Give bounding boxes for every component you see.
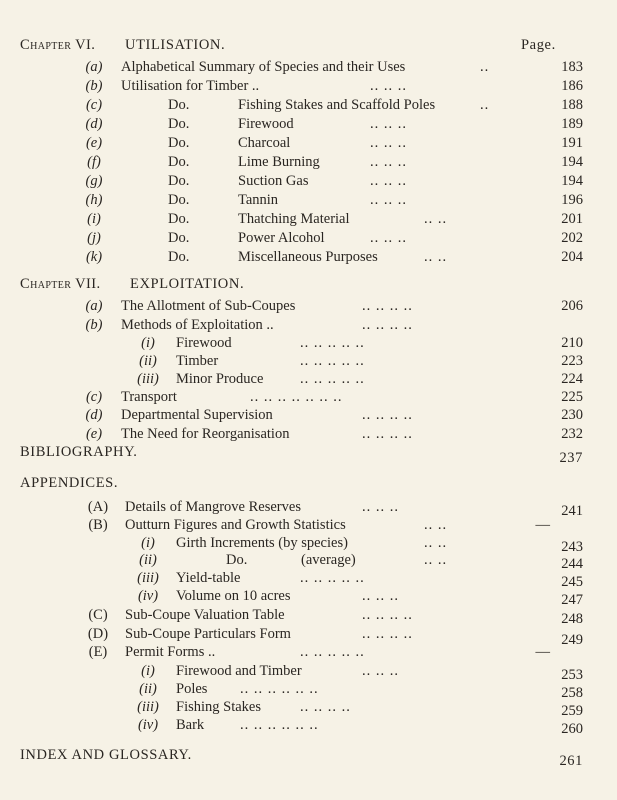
appendix-mark: (B) (88, 517, 108, 533)
entry-mark: (d) (85, 407, 103, 423)
page-number: 183 (561, 59, 583, 75)
entry-mark: (b) (85, 78, 103, 94)
subentry-title: Do. (226, 552, 248, 568)
toc-entry (0, 297, 617, 315)
appendix-subentry (0, 662, 617, 683)
toc-entry (0, 388, 617, 406)
appendices-title: APPENDICES. (20, 475, 119, 491)
entry-title: Transport (121, 389, 177, 405)
index-title: INDEX AND GLOSSARY. (20, 747, 192, 763)
entry-mark: (e) (85, 135, 103, 151)
dot-leaders: .. .. .. .. .. (300, 335, 365, 351)
toc-entry (0, 406, 617, 424)
appendix-title: Permit Forms .. (125, 644, 216, 660)
subentry-mark: (iv) (137, 717, 159, 733)
dot-leaders: .. .. (424, 211, 448, 227)
entry-mark: (h) (85, 192, 103, 208)
subentry-title: Firewood and Timber (176, 663, 302, 679)
index-entry (0, 746, 617, 769)
entry-title: Alphabetical Summary of Species and their Uses (121, 59, 406, 75)
toc-entry (0, 77, 617, 95)
entry-title: Methods of Exploitation .. (121, 317, 274, 333)
page-number: 223 (561, 353, 583, 369)
subentry-title: Firewood (176, 335, 232, 351)
dot-leaders: .. .. .. (370, 116, 407, 132)
dot-leaders: .. .. .. (362, 588, 399, 604)
appendix-entry (0, 625, 617, 648)
ditto: Do. (168, 230, 190, 246)
subentry-mark: (iii) (137, 699, 159, 715)
entry-title: Tannin (238, 192, 279, 208)
subentry-title: Fishing Stakes (176, 699, 261, 715)
toc-entry (0, 96, 617, 114)
page-number: 259 (561, 703, 583, 719)
subentry-mark: (ii) (139, 353, 157, 369)
toc-entry (0, 58, 617, 76)
chapter-7-heading (0, 275, 617, 293)
page-number: 224 (561, 371, 583, 387)
subentry-title: Timber (176, 353, 219, 369)
appendices-heading (0, 474, 617, 492)
entry-mark: (k) (85, 249, 103, 265)
page-dash: — (535, 517, 550, 533)
appendix-entry (0, 643, 617, 661)
subentry-title: Girth Increments (by species) (176, 535, 348, 551)
subentry-mark: (i) (141, 663, 155, 679)
page-number: 230 (561, 407, 583, 423)
appendix-entry (0, 606, 617, 627)
entry-title: The Allotment of Sub-Coupes (121, 298, 296, 314)
appendix-mark: (A) (87, 499, 109, 515)
page-number: 194 (561, 154, 583, 170)
subentry-mark: (iii) (137, 570, 159, 586)
dot-leaders: .. .. (424, 249, 448, 265)
toc-entry (0, 229, 617, 247)
entry-title: Charcoal (238, 135, 291, 151)
appendix-mark: (D) (87, 626, 109, 642)
dot-leaders: .. .. .. (370, 173, 407, 189)
toc-entry (0, 191, 617, 209)
dot-leaders: .. .. .. .. .. .. (240, 681, 319, 697)
toc-subentry (0, 370, 617, 388)
toc-entry (0, 172, 617, 190)
ditto: Do. (168, 249, 190, 265)
chapter-7-label: Chapter VII. (20, 276, 101, 292)
dot-leaders: .. (480, 59, 490, 75)
chapter-6-label: Chapter VI. (20, 37, 96, 53)
subentry-title: Volume on 10 acres (176, 588, 291, 604)
appendix-subentry (0, 680, 617, 701)
entry-title: Utilisation for Timber .. (121, 78, 260, 94)
entry-title: The Need for Reorganisation (121, 426, 290, 442)
appendix-subentry (0, 569, 617, 590)
page-number: 232 (561, 426, 583, 442)
page-number: 206 (561, 298, 583, 314)
subentry-title: Bark (176, 717, 205, 733)
subentry-title: Yield-table (176, 570, 241, 586)
page-number: 237 (559, 450, 583, 466)
toc-entry (0, 153, 617, 171)
page-number: 243 (561, 539, 583, 555)
page-number: 189 (561, 116, 583, 132)
entry-mark: (j) (87, 230, 101, 246)
subentry-mark: (i) (141, 535, 155, 551)
ditto: Do. (168, 192, 190, 208)
ditto: Do. (168, 211, 190, 227)
toc-entry (0, 248, 617, 266)
page-number: 244 (561, 556, 583, 572)
toc-entry (0, 115, 617, 133)
dot-leaders: .. .. .. .. (362, 426, 413, 442)
dot-leaders: .. .. .. .. .. (300, 353, 365, 369)
appendix-title: Details of Mangrove Reserves (125, 499, 301, 515)
dot-leaders: .. .. .. (370, 154, 407, 170)
page-number: 191 (561, 135, 583, 151)
ditto: Do. (168, 154, 190, 170)
subentry-qualifier: (average) (301, 552, 356, 568)
entry-title: Lime Burning (238, 154, 320, 170)
dot-leaders: .. .. .. (370, 78, 407, 94)
page-number: 204 (561, 249, 583, 265)
bibliography-title: BIBLIOGRAPHY. (20, 444, 138, 460)
appendix-subentry (0, 698, 617, 719)
ditto: Do. (168, 173, 190, 189)
page-number: 253 (561, 667, 583, 683)
entry-mark: (c) (85, 389, 103, 405)
toc-entry (0, 316, 617, 334)
page-number: 210 (561, 335, 583, 351)
appendix-title: Outturn Figures and Growth Statistics (125, 517, 346, 533)
dot-leaders: .. .. .. .. (362, 407, 413, 423)
appendix-subentry (0, 551, 617, 572)
dot-leaders: .. .. (424, 552, 448, 568)
dot-leaders: .. .. .. .. (362, 317, 413, 333)
page-number: 202 (561, 230, 583, 246)
dot-leaders: .. .. .. (362, 499, 399, 515)
subentry-mark: (iii) (137, 371, 159, 387)
entry-mark: (i) (87, 211, 101, 227)
page-number: 241 (561, 503, 583, 519)
toc-entry (0, 210, 617, 228)
page-number: 225 (561, 389, 583, 405)
page-number: 248 (561, 611, 583, 627)
page-number: 201 (561, 211, 583, 227)
toc-subentry (0, 352, 617, 370)
appendix-subentry (0, 534, 617, 555)
page-number: 261 (559, 753, 583, 769)
dot-leaders: .. .. .. (362, 663, 399, 679)
dot-leaders: .. .. .. .. (300, 699, 351, 715)
page-number: 247 (561, 592, 583, 608)
page-number: 258 (561, 685, 583, 701)
entry-title: Thatching Material (238, 211, 350, 227)
chapter-7-title: EXPLOITATION. (130, 276, 245, 292)
entry-title: Miscellaneous Purposes (238, 249, 378, 265)
appendix-title: Sub-Coupe Valuation Table (125, 607, 285, 623)
appendix-mark: (E) (88, 644, 108, 660)
page-number: 249 (561, 632, 583, 648)
toc-entry (0, 134, 617, 152)
toc-subentry (0, 334, 617, 352)
bibliography-entry (0, 443, 617, 466)
dot-leaders: .. .. .. .. (362, 298, 413, 314)
page-number: 196 (561, 192, 583, 208)
entry-title: Firewood (238, 116, 294, 132)
dot-leaders: .. .. .. .. .. (300, 644, 365, 660)
appendix-subentry (0, 716, 617, 737)
entry-title: Suction Gas (238, 173, 309, 189)
entry-mark: (f) (87, 154, 101, 170)
page-number: 260 (561, 721, 583, 737)
page-number: 194 (561, 173, 583, 189)
dot-leaders: .. .. .. (370, 230, 407, 246)
dot-leaders: .. .. .. .. .. .. .. (250, 389, 343, 405)
entry-mark: (a) (85, 298, 103, 314)
chapter-6-heading (0, 36, 617, 54)
entry-mark: (b) (85, 317, 103, 333)
entry-title: Departmental Supervision (121, 407, 273, 423)
dot-leaders: .. .. .. (370, 192, 407, 208)
appendix-entry (0, 516, 617, 534)
dot-leaders: .. (480, 97, 490, 113)
dot-leaders: .. .. .. .. (362, 607, 413, 623)
subentry-title: Poles (176, 681, 208, 697)
page-column-label: Page. (521, 37, 556, 53)
appendix-title: Sub-Coupe Particulars Form (125, 626, 291, 642)
entry-mark: (c) (85, 97, 103, 113)
page-dash: — (535, 644, 550, 660)
subentry-mark: (iv) (137, 588, 159, 604)
dot-leaders: .. .. (424, 535, 448, 551)
page-number: 245 (561, 574, 583, 590)
appendix-mark: (C) (88, 607, 108, 623)
entry-mark: (e) (85, 426, 103, 442)
page-number: 188 (561, 97, 583, 113)
dot-leaders: .. .. .. .. .. (300, 570, 365, 586)
ditto: Do. (168, 116, 190, 132)
ditto: Do. (168, 135, 190, 151)
entry-title: Power Alcohol (238, 230, 325, 246)
subentry-mark: (ii) (139, 552, 157, 568)
dot-leaders: .. .. .. (370, 135, 407, 151)
toc-entry (0, 425, 617, 443)
dot-leaders: .. .. .. .. (362, 626, 413, 642)
subentry-title: Minor Produce (176, 371, 264, 387)
subentry-mark: (i) (141, 335, 155, 351)
appendix-entry (0, 498, 617, 519)
page-number: 186 (561, 78, 583, 94)
ditto: Do. (168, 97, 190, 113)
entry-title: Fishing Stakes and Scaffold Poles (238, 97, 436, 113)
entry-mark: (a) (85, 59, 103, 75)
entry-mark: (d) (85, 116, 103, 132)
dot-leaders: .. .. .. .. .. .. (240, 717, 319, 733)
entry-mark: (g) (85, 173, 103, 189)
dot-leaders: .. .. .. .. .. (300, 371, 365, 387)
dot-leaders: .. .. (424, 517, 448, 533)
chapter-6-title: UTILISATION. (125, 37, 226, 53)
subentry-mark: (ii) (139, 681, 157, 697)
appendix-subentry (0, 587, 617, 608)
